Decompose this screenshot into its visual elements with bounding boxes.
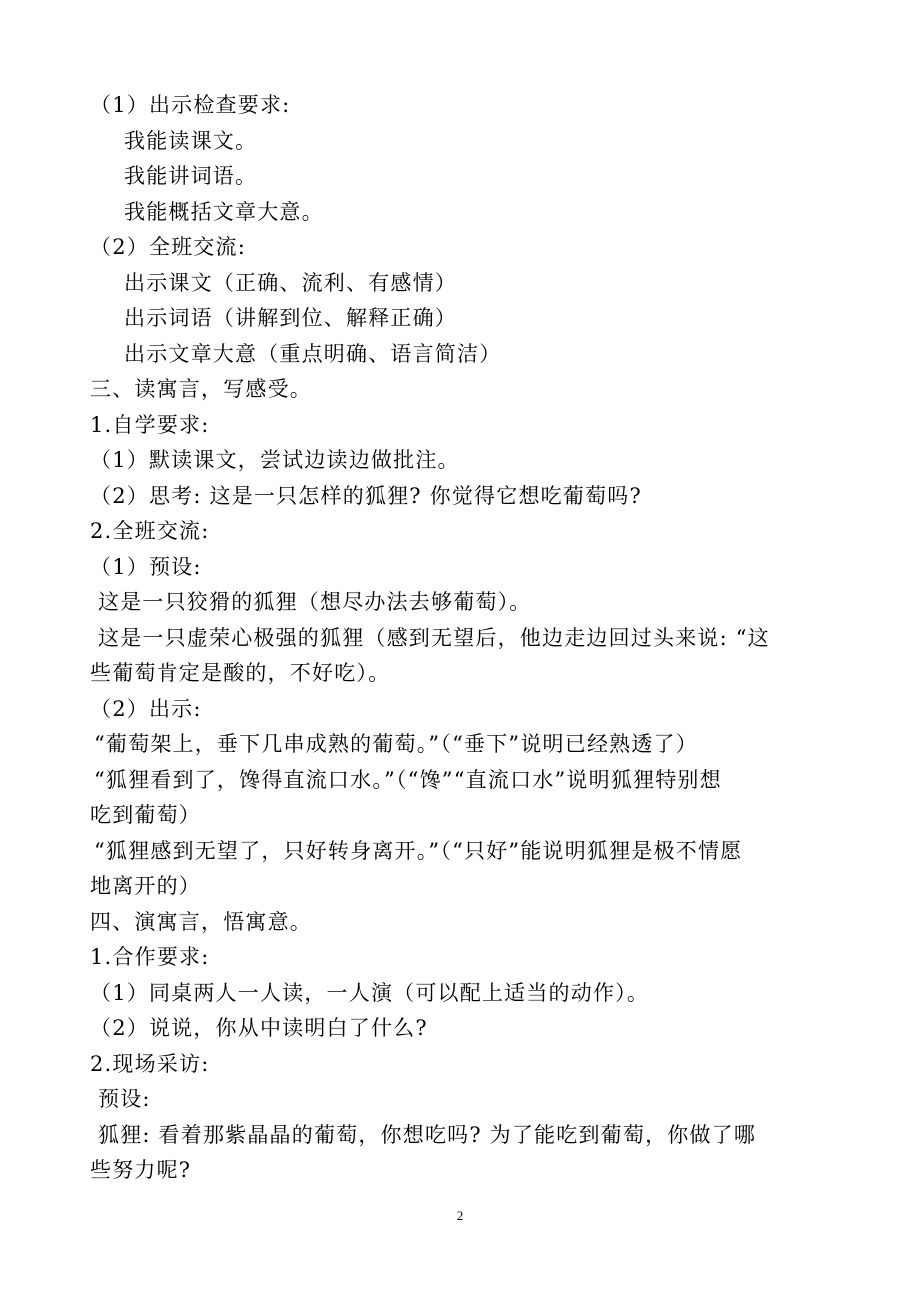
text-line: 出示文章大意（重点明确、语言简洁）	[124, 341, 502, 366]
text-line: 2.现场采访:	[90, 1051, 210, 1076]
text-line: 2.全班交流:	[90, 519, 210, 543]
text-line: （2）全班交流:	[90, 235, 247, 259]
text-line: 地离开的）	[90, 874, 201, 898]
text-line: 些葡萄肯定是酸的，不好吃）。	[90, 661, 391, 685]
text-line: （2）说说，你从中读明白了什么?	[90, 1016, 428, 1040]
text-line: 狐狸: 看着那紫晶晶的葡萄，你想吃吗? 为了能吃到葡萄，你做了哪	[98, 1122, 757, 1147]
text-line: 这是一只虚荣心极强的狐狸（感到无望后，他边走边回过头来说: “这	[98, 625, 770, 650]
text-line: 出示词语（讲解到位、解释正确）	[124, 306, 457, 330]
text-line: 1.自学要求:	[90, 412, 210, 437]
section-heading: 四、演寓言，悟寓意。	[90, 909, 312, 934]
text-line: 这是一只狡猾的狐狸（想尽办法去够葡萄）。	[98, 590, 532, 614]
text-line: 出示课文（正确、流利、有感情）	[124, 270, 457, 295]
section-heading: 三、读寓言，写感受。	[90, 377, 312, 401]
text-line: “葡萄架上，垂下几串成熟的葡萄。”（“垂下”说明已经熟透了）	[94, 732, 698, 756]
text-line: （1）预设:	[90, 554, 202, 579]
text-line: （2）思考: 这是一只怎样的狐狸? 你觉得它想吃葡萄吗?	[90, 483, 642, 508]
text-line: 我能读课文。	[124, 128, 258, 153]
text-line: 吃到葡萄）	[90, 803, 201, 827]
text-line: 我能讲词语。	[124, 164, 258, 188]
document-body	[90, 88, 810, 1189]
text-line: “狐狸看到了，馋得直流口水。”（“馋”“直流口水”说明狐狸特别想	[94, 767, 722, 792]
text-line: 预设:	[98, 1087, 151, 1111]
text-line: （1）出示检查要求:	[90, 93, 291, 117]
text-line: “狐狸感到无望了，只好转身离开。”（“只好”能说明狐狸是极不情愿	[94, 838, 743, 863]
text-line: （1）同桌两人一人读，一人演（可以配上适当的动作）。	[90, 980, 650, 1005]
text-line: 些努力呢?	[90, 1158, 192, 1182]
text-line: 我能概括文章大意。	[124, 199, 324, 224]
text-line: 1.合作要求:	[90, 945, 210, 969]
text-line: （2）出示:	[90, 696, 202, 721]
text-line: （1）默读课文，尝试边读边做批注。	[90, 448, 460, 472]
page-number: 2	[456, 1208, 464, 1223]
